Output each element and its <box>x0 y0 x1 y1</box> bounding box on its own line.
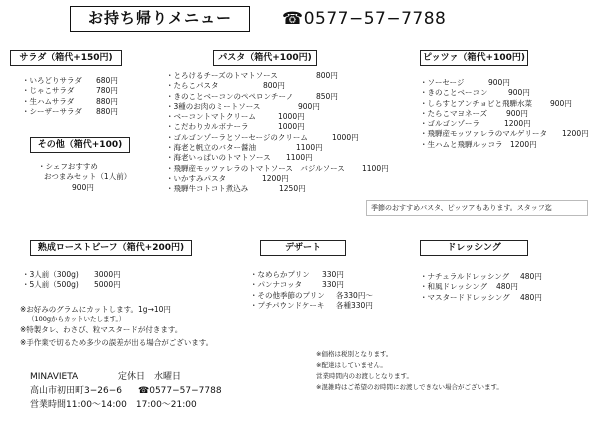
dessert-item: ・その他季節のプリン 各330円〜 <box>250 290 373 300</box>
pizza-item: ・ゴルゴンゾーラ 1200円 <box>420 119 531 129</box>
pasta-item: ・たらこパスタ 800円 <box>166 81 285 91</box>
pizza-item: ・飛騨産モッツァレラのマルゲリータ 1200円 <box>420 129 589 139</box>
salad-heading: サラダ（箱代+150円) <box>10 50 122 66</box>
beef-note-cut-sub: （100gからカットいたします。） <box>28 315 126 324</box>
other-item-line2: おつまみセット（1人前） <box>44 172 132 182</box>
pizza-item: ・生ハムと飛騨ルッコラ 1200円 <box>420 139 537 149</box>
pasta-item: ・飛騨牛コトコト煮込み 1250円 <box>166 184 306 194</box>
dessert-item: ・なめらかプリン 330円 <box>250 270 344 279</box>
notice-tax: ※価格は税別となります。 <box>316 350 393 358</box>
other-item-line1: ・シェフおすすめ <box>38 162 98 171</box>
notice-delivery: ※配達はしていません。 <box>316 361 387 369</box>
pasta-heading: パスタ（箱代+100円) <box>213 50 317 66</box>
pasta-list <box>166 71 389 195</box>
other-heading: その他（箱代+100) <box>30 137 130 153</box>
pizza-item: ・きのことベーコン 900円 <box>420 88 530 98</box>
salad-item: ・生ハムサラダ 880円 <box>22 96 118 106</box>
seasonal-note: 季節のおすすめパスタ、ピッツアもあります。スタッフ迄 <box>366 200 588 216</box>
pasta-item: ・こだわりカルボナーラ 1000円 <box>166 122 305 132</box>
dessert-list <box>250 270 373 311</box>
beef-item: ・3人前（300g) 3000円 <box>22 270 121 279</box>
footer-phone-number: 0577−57−7788 <box>149 386 222 396</box>
salad-item: ・シーザーサラダ 880円 <box>22 106 118 116</box>
shop-address: 高山市初田町3−26−6 <box>30 386 122 396</box>
dressing-item: ・マスタードドレッシング 480円 <box>420 292 542 302</box>
other-list <box>38 162 131 193</box>
dressing-heading: ドレッシング <box>420 240 528 256</box>
salad-list <box>22 76 118 117</box>
other-item-price: 900円 <box>72 182 94 192</box>
pasta-item: ・3種のお肉のミートソース 900円 <box>166 101 320 111</box>
beef-notes <box>20 305 213 348</box>
page-title: お持ち帰りメニュー <box>70 6 250 32</box>
pasta-item: ・きのことベーコンのペペロンチーノ 850円 <box>166 91 338 101</box>
pasta-item: ・ゴルゴンゾーラとソーセージのクリーム 1000円 <box>166 132 359 142</box>
beef-item: ・5人前（500g) 5000円 <box>22 280 121 290</box>
beef-note-cut: ※お好みのグラムにカットします。1g→10円 <box>20 305 171 314</box>
pasta-item: ・飛騨産モッツァレラのトマトソース バジルソース 1100円 <box>166 163 389 173</box>
beef-heading: 熟成ローストビーフ（箱代+200円) <box>30 240 192 256</box>
dessert-heading: デザート <box>260 240 346 256</box>
pizza-item: ・しらすとアンチョビと飛騨水菜 900円 <box>420 98 572 108</box>
pizza-item: ・ソーセージ 900円 <box>420 78 510 87</box>
pasta-item: ・海老と帆立のバター醤油 1100円 <box>166 143 323 153</box>
dressing-item: ・和風ドレッシング 480円 <box>420 282 518 292</box>
pasta-item: ・とろけるチーズのトマトソース 800円 <box>166 71 338 80</box>
dressing-list <box>420 272 542 303</box>
phone-icon: ☎ <box>138 386 150 396</box>
pasta-item: ・ベーコントマトクリーム 1000円 <box>166 112 305 122</box>
pizza-list <box>420 78 589 150</box>
beef-list <box>22 270 121 291</box>
notice-hours: 営業時間内のお渡しとなります。 <box>316 372 413 380</box>
pizza-heading: ピッツァ（箱代+100円) <box>420 50 528 66</box>
header-phone <box>282 8 446 30</box>
notice-busy: ※混雑時はご希望のお時間にお渡しできない場合がございます。 <box>316 383 503 391</box>
pasta-item: ・いかすみパスタ 1200円 <box>166 173 289 183</box>
header-phone-number: 0577−57−7788 <box>303 9 447 29</box>
pizza-item: ・たらこマヨネーズ 900円 <box>420 108 528 118</box>
footer-phone <box>138 386 222 398</box>
pasta-item: ・海老いっぱいのトマトソース 1100円 <box>166 153 313 163</box>
notices <box>316 349 503 393</box>
dressing-item: ・ナチュラルドレッシング 480円 <box>420 272 542 281</box>
beef-note-sauce: ※特製タレ、わさび、粒マスタードが付きます。 <box>20 324 183 334</box>
salad-item: ・いろどりサラダ 680円 <box>22 76 118 85</box>
closed-day: 定休日 水曜日 <box>118 372 182 382</box>
salad-item: ・じゃこサラダ 780円 <box>22 86 118 96</box>
phone-icon: ☎ <box>282 9 304 29</box>
dessert-item: ・プチパウンドケーキ 各種330円 <box>250 300 373 310</box>
beef-note-error: ※手作業で切るため多少の誤差が出る場合がございます。 <box>20 338 214 348</box>
business-hours: 営業時間11:00〜14:00 17:00〜21:00 <box>30 400 197 410</box>
dessert-item: ・パンナコッタ 330円 <box>250 280 344 290</box>
shop-name: MINAVIETA <box>30 372 79 382</box>
